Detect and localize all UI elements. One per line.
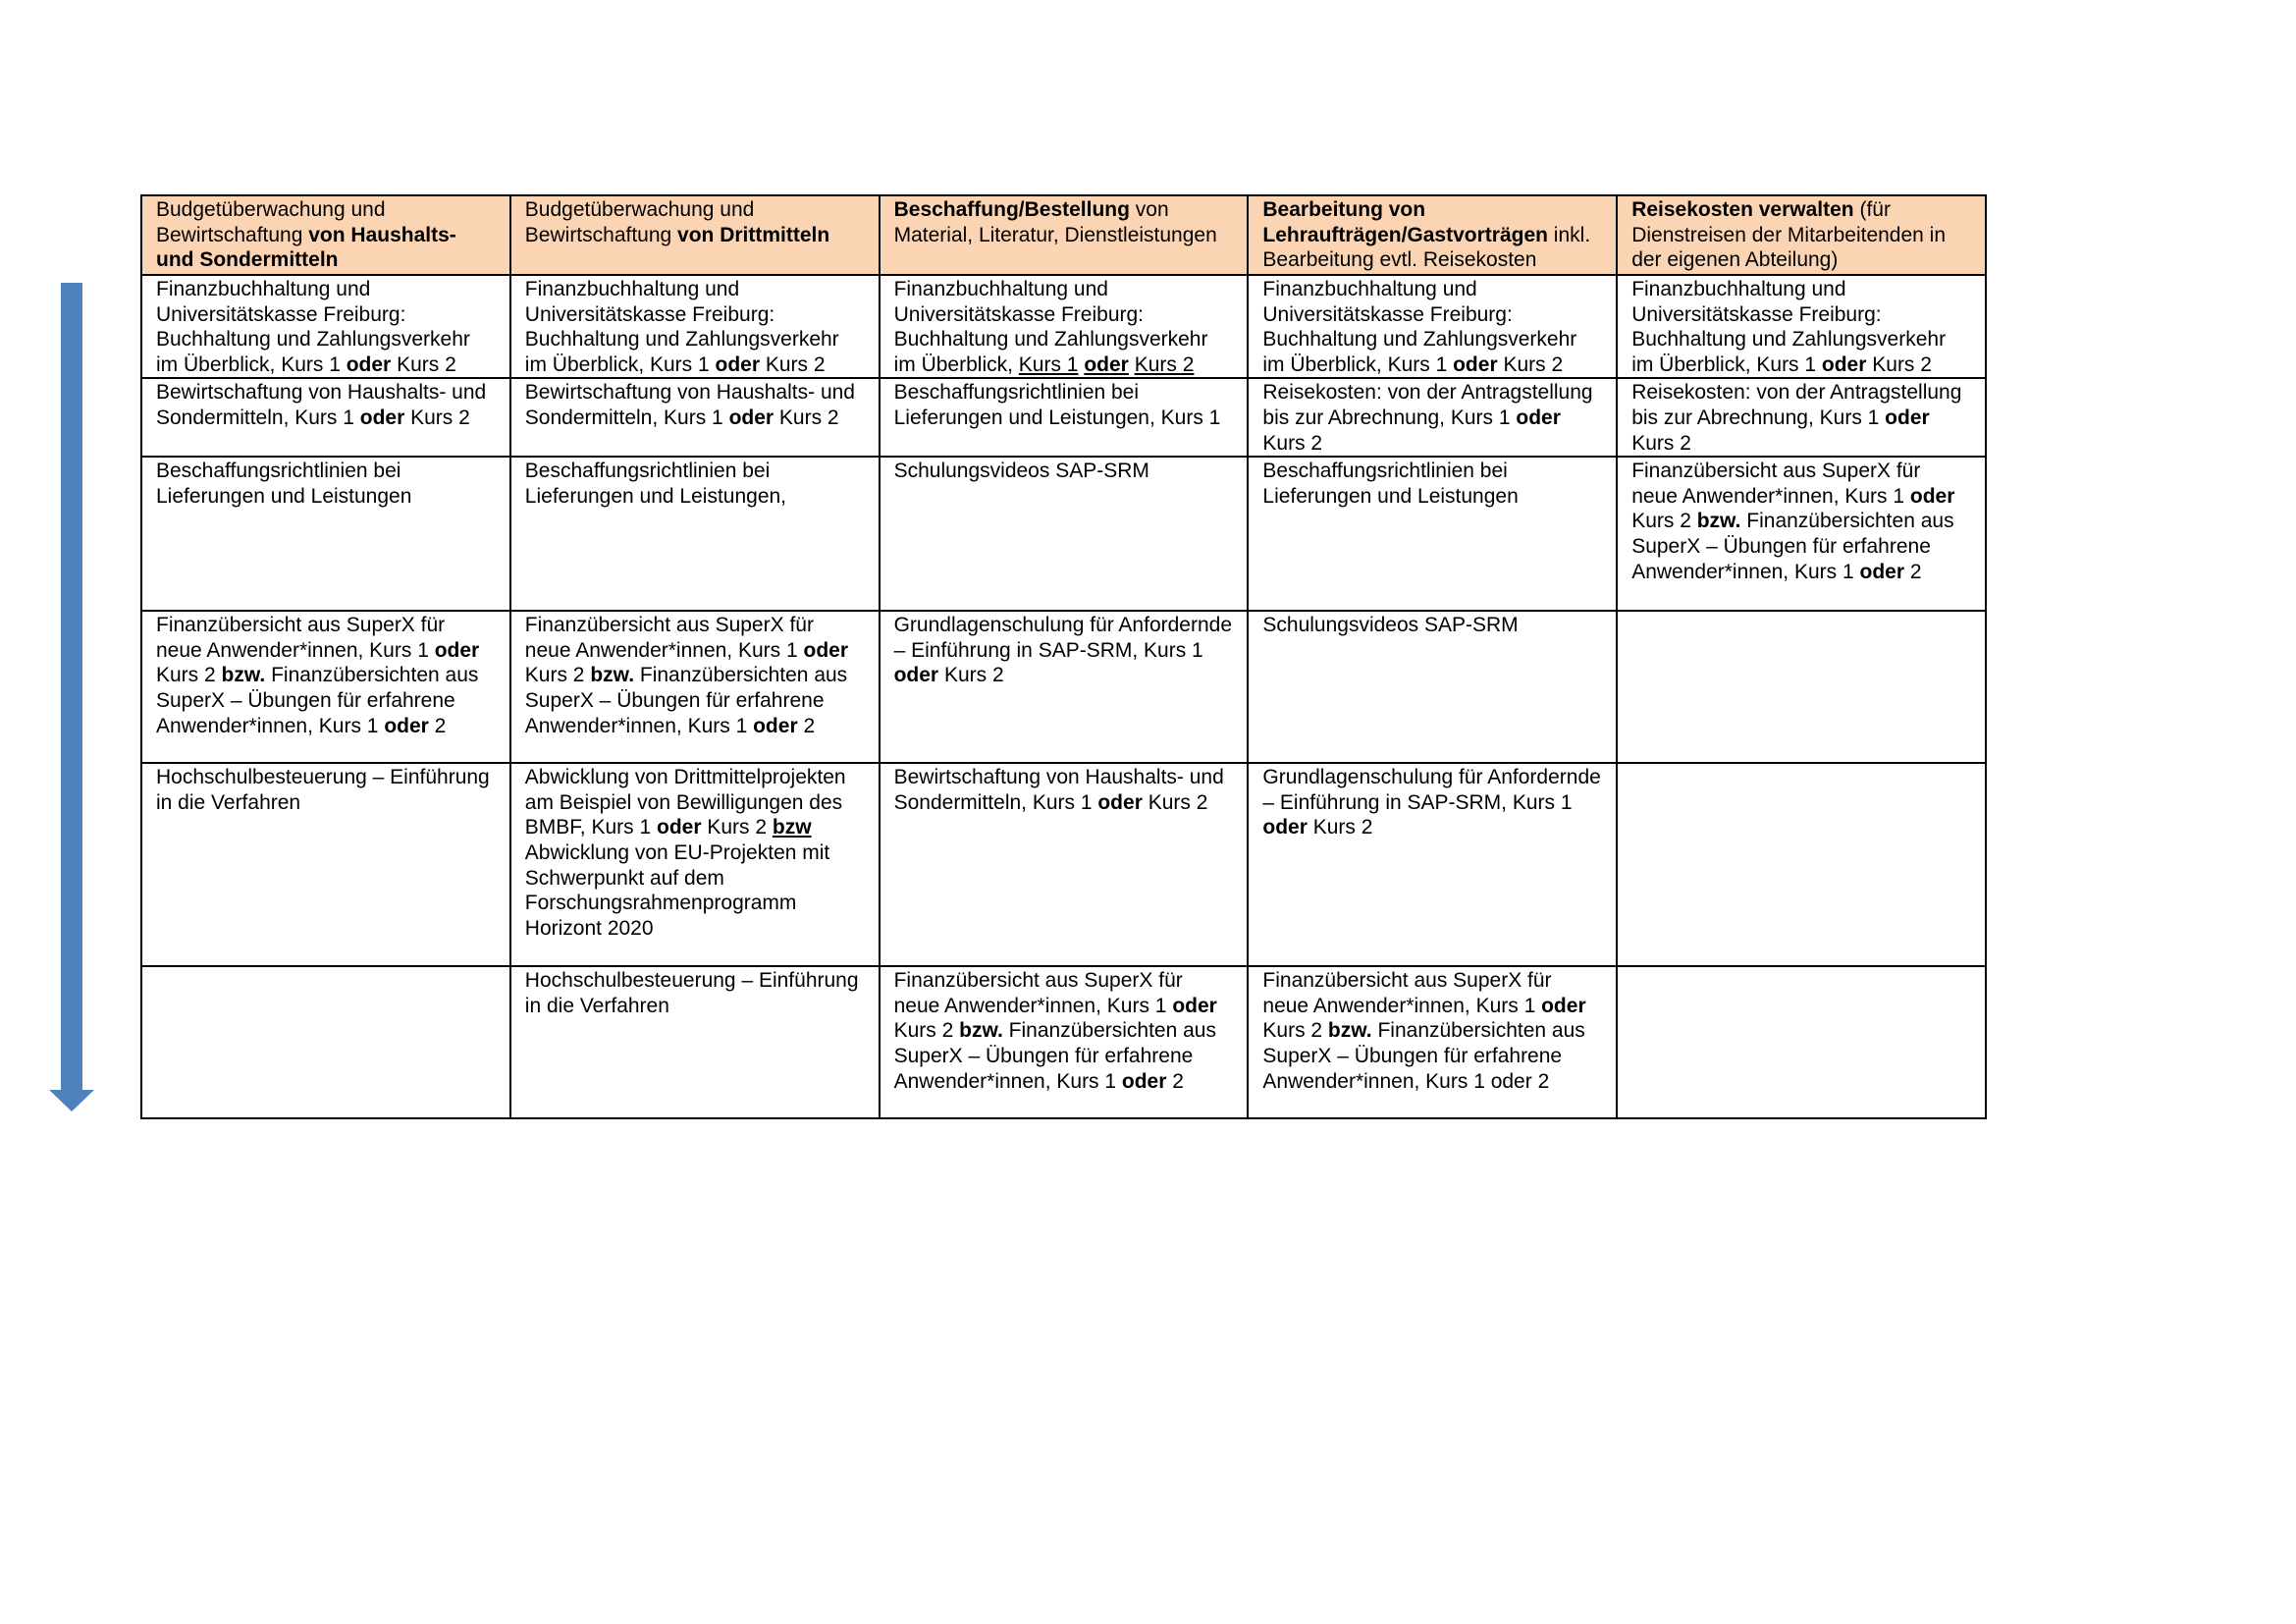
header-cell [880, 195, 1249, 275]
cell-text: oder [384, 714, 429, 737]
table-cell [141, 966, 510, 1118]
cell-text: Kurs 2 [404, 406, 470, 429]
table-cell [510, 966, 880, 1118]
table-cell [1248, 966, 1617, 1118]
cell-text: Finanzbuchhaltung und Universitätskasse Freiburg: Buchhaltung und Zahlungsverkehr im Überblick, Kurs 1 [1631, 278, 1947, 376]
cell-text: Kurs 2 [1307, 816, 1373, 839]
cell-text: Schulungsvideos SAP-SRM [1262, 614, 1519, 637]
cell-text: Finanzübersichten aus SuperX – Übungen für erfahrene Anwender*innen, Kurs 1 [524, 664, 848, 737]
cell-text: oder [657, 816, 702, 839]
table-cell [880, 966, 1249, 1118]
cell-text: oder [728, 406, 774, 429]
table-cell [880, 763, 1249, 966]
cell-text: Finanzbuchhaltung und Universitätskasse Freiburg: Buchhaltung und Zahlungsverkehr im Überblick, Kurs 1 [156, 278, 470, 376]
cell-text: Bewirtschaftung von Haushalts- und Sondermitteln, Kurs 1 [156, 381, 487, 429]
cell-text: Abwicklung von Drittmittelprojekten am Beispiel von Bewilligungen des BMBF, Kurs 1 [524, 766, 846, 839]
table-cell [1617, 966, 1986, 1118]
cell-text: oder [1121, 1069, 1167, 1093]
cell-text: oder [1541, 994, 1586, 1017]
table-cell [1248, 275, 1617, 378]
cell-text: oder [434, 638, 480, 662]
cell-text: oder [1084, 352, 1129, 376]
cell-text: Kurs 2 [1497, 352, 1564, 376]
cell-text: Reisekosten: von der Antragstellung bis zur Abrechnung, Kurs 1 [1262, 381, 1593, 429]
header-cell [1248, 195, 1617, 275]
cell-text: Finanzübersichten aus SuperX – Übungen für erfahrene Anwender*innen, Kurs 1 oder 2 [1262, 1019, 1585, 1093]
cell-text: Finanzübersicht aus SuperX für neue Anwender*innen, Kurs 1 [156, 614, 446, 662]
cell-text: oder [1097, 790, 1143, 814]
table-cell [880, 457, 1249, 611]
cell-text: Kurs 2 [1866, 352, 1932, 376]
cell-text: Abwicklung von EU-Projekten mit Schwerpunkt auf dem Forschungsrahmenprogramm Horizont 2020 [524, 840, 830, 940]
table-cell [1248, 611, 1617, 763]
cell-text: Kurs 2 [156, 664, 222, 687]
cell-text: Grundlagenschulung für Anfordernde – Einführung in SAP-SRM, Kurs 1 [893, 614, 1233, 662]
cell-text: Kurs 2 [774, 406, 839, 429]
cell-text: Hochschulbesteuerung – Einführung in die Verfahren [156, 766, 490, 814]
table-cell [880, 611, 1249, 763]
cell-text: Finanzübersicht aus SuperX für neue Anwender*innen, Kurs 1 [1631, 460, 1921, 508]
cell-text: Finanzübersichten aus SuperX – Übungen für erfahrene Anwender*innen, Kurs 1 [893, 1019, 1216, 1093]
cell-text: Reisekosten: von der Antragstellung bis zur Abrechnung, Kurs 1 [1631, 381, 1962, 429]
cell-text: Finanzbuchhaltung und Universitätskasse Freiburg: Buchhaltung und Zahlungsverkehr im Überblick, Kurs 1 [1262, 278, 1577, 376]
cell-text: Finanzübersichten aus SuperX – Übungen für erfahrene Anwender*innen, Kurs 1 [156, 664, 479, 737]
cell-text: Kurs 2 [1631, 431, 1691, 455]
cell-text: Finanzübersicht aus SuperX für neue Anwender*innen, Kurs 1 [893, 969, 1183, 1017]
cell-text: Kurs 2 [938, 664, 1004, 687]
cell-text: oder [803, 638, 849, 662]
cell-text: oder [1453, 352, 1498, 376]
cell-text: oder [753, 714, 798, 737]
table-cell [510, 457, 880, 611]
table-cell [880, 275, 1249, 378]
cell-text: Grundlagenschulung für Anfordernde – Einführung in SAP-SRM, Kurs 1 [1262, 766, 1601, 814]
cell-text: oder [1885, 406, 1930, 429]
table-cell [1617, 763, 1986, 966]
cell-text: Bearbeitung von Lehraufträgen/Gastvorträgen [1262, 198, 1548, 246]
cell-text: 2 [428, 714, 447, 737]
cell-text: Finanzbuchhaltung und Universitätskasse Freiburg: Buchhaltung und Zahlungsverkehr im Überblick, [893, 278, 1208, 376]
table-row [141, 763, 1986, 966]
cell-text: von Material, Literatur, Dienstleistungen [893, 198, 1217, 246]
cell-text: Beschaffung/Bestellung [893, 198, 1130, 221]
table-row [141, 457, 1986, 611]
cell-text: bzw. [1696, 510, 1741, 533]
cell-text: 2 [1166, 1069, 1184, 1093]
cell-text: Kurs 2 [893, 1019, 960, 1043]
table-cell [141, 275, 510, 378]
cell-text: oder [1262, 816, 1308, 839]
cell-text: von Haushalts- und Sondermitteln [156, 223, 456, 272]
cell-text: Schulungsvideos SAP-SRM [893, 460, 1149, 483]
cell-text: Reisekosten verwalten [1631, 198, 1854, 221]
cell-text: Budgetüberwachung und Bewirtschaftung [524, 198, 755, 246]
cell-text: Finanzübersichten aus SuperX – Übungen für erfahrene Anwender*innen, Kurs 1 [1631, 510, 1954, 583]
table-cell [1617, 378, 1986, 457]
cell-text: Kurs 2 [391, 352, 456, 376]
cell-text: Kurs 2 [524, 664, 591, 687]
table-cell [141, 763, 510, 966]
cell-text: Finanzübersicht aus SuperX für neue Anwender*innen, Kurs 1 [1262, 969, 1552, 1017]
table-row [141, 966, 1986, 1118]
cell-text: Kurs 2 [1142, 790, 1208, 814]
header-row [141, 195, 1986, 275]
cell-text: Kurs 2 [1631, 510, 1697, 533]
cell-text: Bewirtschaftung von Haushalts- und Sondermitteln, Kurs 1 [893, 766, 1224, 814]
cell-text: oder [346, 352, 392, 376]
cell-text: Beschaffungsrichtlinien bei Lieferungen und Leistungen [156, 460, 412, 508]
header-cell [1617, 195, 1986, 275]
cell-text: Kurs 1 [1018, 352, 1079, 376]
cell-text: Budgetüberwachung und Bewirtschaftung [156, 198, 386, 246]
cell-text: Beschaffungsrichtlinien bei Lieferungen und Leistungen, Kurs 1 [893, 381, 1221, 429]
cell-text: oder [1821, 352, 1867, 376]
cell-text: 2 [797, 714, 816, 737]
table-cell [1617, 611, 1986, 763]
arrow-down-icon [49, 283, 94, 1113]
arrow-shaft [61, 283, 82, 1093]
table-row [141, 275, 1986, 378]
cell-text: oder [715, 352, 761, 376]
cell-text: oder [1909, 484, 1955, 508]
table-cell [1248, 457, 1617, 611]
cell-text: oder [893, 664, 939, 687]
table-cell [141, 378, 510, 457]
cell-text: (für Dienstreisen der Mitarbeitenden in der eigenen Abteilung) [1631, 198, 1947, 272]
cell-text: bzw [772, 816, 812, 839]
table-cell [1248, 763, 1617, 966]
arrow-head [49, 1090, 94, 1111]
cell-text: oder [359, 406, 405, 429]
cell-text: bzw. [590, 664, 635, 687]
table-cell [1248, 378, 1617, 457]
cell-text: 2 [1904, 560, 1922, 583]
cell-text: Hochschulbesteuerung – Einführung in die Verfahren [524, 969, 859, 1017]
cell-text: Kurs 2 [1134, 352, 1195, 376]
cell-text: von Drittmitteln [677, 223, 830, 246]
cell-text: oder [1172, 994, 1217, 1017]
cell-text: bzw. [221, 664, 266, 687]
cell-text: Bewirtschaftung von Haushalts- und Sondermitteln, Kurs 1 [524, 381, 855, 429]
cell-text: oder [1516, 406, 1561, 429]
course-table [140, 194, 1987, 1119]
cell-text: oder [1859, 560, 1905, 583]
table-cell [510, 275, 880, 378]
table-cell [141, 457, 510, 611]
header-cell [510, 195, 880, 275]
table-cell [510, 378, 880, 457]
cell-text: Beschaffungsrichtlinien bei Lieferungen und Leistungen [1262, 460, 1519, 508]
table-cell [141, 611, 510, 763]
table-cell [1617, 275, 1986, 378]
cell-text: Kurs 2 [760, 352, 826, 376]
header-cell [141, 195, 510, 275]
cell-text: Finanzbuchhaltung und Universitätskasse Freiburg: Buchhaltung und Zahlungsverkehr im Überblick, Kurs 1 [524, 278, 839, 376]
cell-text: Kurs 2 [701, 816, 773, 839]
cell-text: Beschaffungsrichtlinien bei Lieferungen und Leistungen, [524, 460, 787, 508]
table-row [141, 611, 1986, 763]
table-cell [880, 378, 1249, 457]
table-cell [510, 763, 880, 966]
cell-text: inkl. Bearbeitung evtl. Reisekosten [1262, 223, 1591, 272]
cell-text: Kurs 2 [1262, 1019, 1328, 1043]
cell-text: bzw. [1327, 1019, 1372, 1043]
table-cell [1617, 457, 1986, 611]
cell-text: Kurs 2 [1262, 431, 1323, 455]
table-row [141, 378, 1986, 457]
cell-text: bzw. [959, 1019, 1003, 1043]
cell-text: Finanzübersicht aus SuperX für neue Anwender*innen, Kurs 1 [524, 614, 814, 662]
table-cell [510, 611, 880, 763]
